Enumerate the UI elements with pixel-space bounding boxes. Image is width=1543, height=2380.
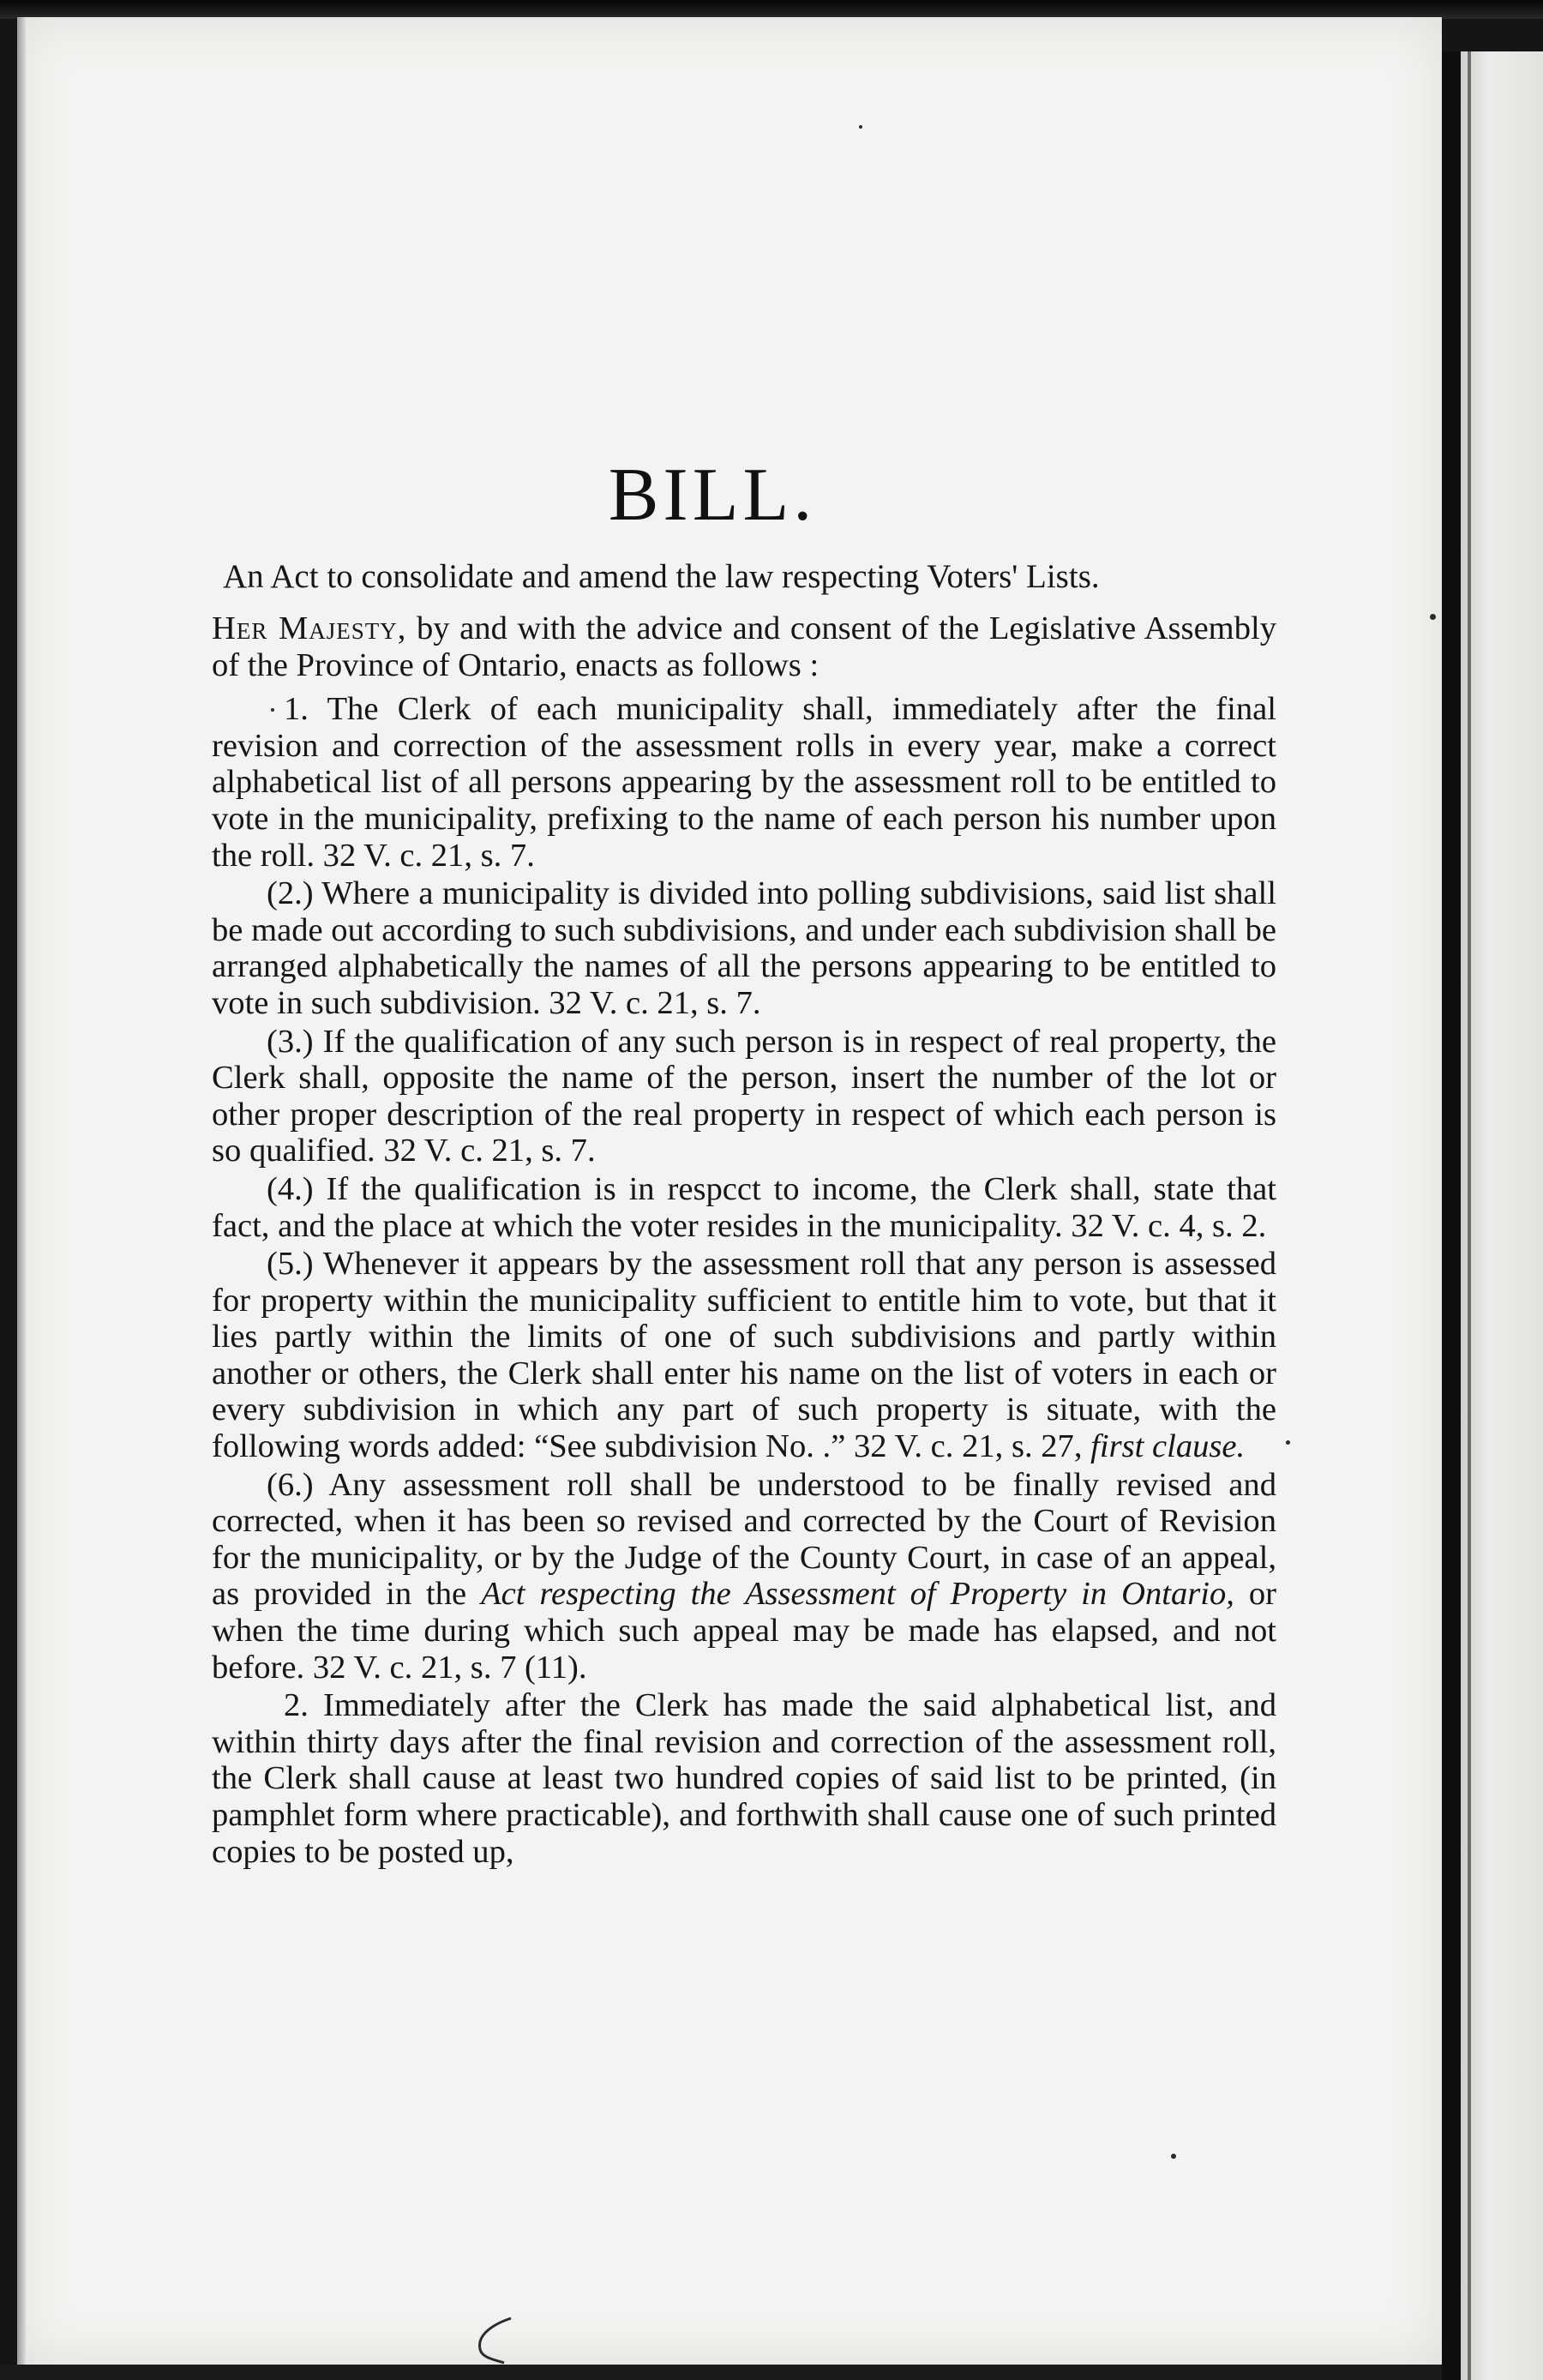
section-citation: 32 V. c. 21, s. 7. <box>549 984 761 1021</box>
ink-speck <box>859 125 862 129</box>
section-text: 1. The Clerk of each municipality shall, immediately after the final revision and correction of the assessment rolls in every year, make a correct alphabetical list of all persons appearing by the assessment roll to be entitled to vote in the municipality, prefixing to the name of each person his number upon the roll. <box>212 691 1276 874</box>
section-text: (5.) Whenever it appears by the assessment roll that any person is assessed for property within the municipality sufficient to entitle him to vote, but that it lies partly within the limits of one of such subdivisions and partly within another or others, the Clerk shall enter his name on the list of voters in each or every subdivision in which any part of such property is situate, with the following words added: “See subdivision No. .” <box>212 1246 1276 1465</box>
enacting-clause <box>212 610 1276 683</box>
section-text: (6.) Any assessment roll shall be understood to be finally revised and corrected, when it has been so revised and corrected by the Court of Revision for the municipality, or by the Judge of the County Court, in case of an appeal, as provided in the <box>212 1466 1276 1613</box>
act-reference: Act respecting the Assessment of Property in Ontario, <box>481 1576 1234 1613</box>
section-text-continued: or when the time during which such appeal may be made has elapsed, and not before. <box>212 1576 1276 1686</box>
ink-speck <box>1430 614 1436 620</box>
page-corner-mark <box>470 2315 521 2366</box>
section-citation-note: first clause. <box>1090 1428 1246 1465</box>
ink-speck <box>1171 2154 1176 2159</box>
act-title: An Act to consolidate and amend the law respecting Voters' Lists. <box>223 558 1100 595</box>
enacting-lead: Her Majesty, <box>212 610 407 646</box>
section-text: (2.) Where a municipality is divided into polling subdivisions, said list shall be made out according to such subdivisions, and under each subdivision shall be arranged alphabetically the names of all the persons appearing to be entitled to vote in such subdivision. <box>212 875 1276 1021</box>
subsection-5 <box>212 1246 1276 1465</box>
section-citation: 32 V. c. 4, s. 2. <box>1071 1207 1267 1244</box>
section-text: (4.) If the qualification is in respcct to income, the Clerk shall, state that fact, and the place at which the voter resides in the municipality. <box>212 1170 1276 1244</box>
section-citation: 32 V. c. 21, s. 7. <box>383 1133 596 1169</box>
book-gutter <box>1442 51 1461 2380</box>
ink-speck <box>1286 1440 1290 1445</box>
page-left-edge <box>17 17 26 2365</box>
section-citation: 32 V. c. 21, s. 7 (11). <box>312 1649 587 1686</box>
section-citation: 32 V. c. 21, s. 7. <box>322 837 535 874</box>
scan-top-border <box>0 0 1543 19</box>
subsection-2 <box>212 875 1276 1021</box>
facing-page-fold <box>1468 51 1471 2380</box>
section-text: 2. Immediately after the Clerk has made the said alphabetical list, and within thirty days after the final revision and correction of the assessment roll, the Clerk shall cause at least two hundred copies of said list to be printed, (in pamphlet form where practicable), and forthwith shall cause one of such printed copies to be posted up, <box>212 1687 1276 1870</box>
scan-bottom-border <box>0 2365 1442 2380</box>
subsection-6 <box>212 1467 1276 1686</box>
section-text: (3.) If the qualification of any such person is in respect of real property, the Clerk shall, opposite the name of the person, insert the number of the lot or other proper description of the real property in respect of which each person is so qualified. <box>212 1023 1276 1169</box>
section-1 <box>212 691 1276 874</box>
bill-body <box>212 610 1276 1872</box>
enacting-text: by and with the advice and consent of the Legislative Assembly of the Province of Ontario, enacts as follows : <box>212 610 1276 683</box>
section-citation: 32 V. c. 21, s. 27, <box>853 1428 1083 1465</box>
subsection-4 <box>212 1171 1276 1244</box>
subsection-3 <box>212 1024 1276 1169</box>
facing-page-edge <box>1461 51 1543 2380</box>
section-2 <box>212 1687 1276 1870</box>
bill-title: BILL. <box>608 454 817 537</box>
